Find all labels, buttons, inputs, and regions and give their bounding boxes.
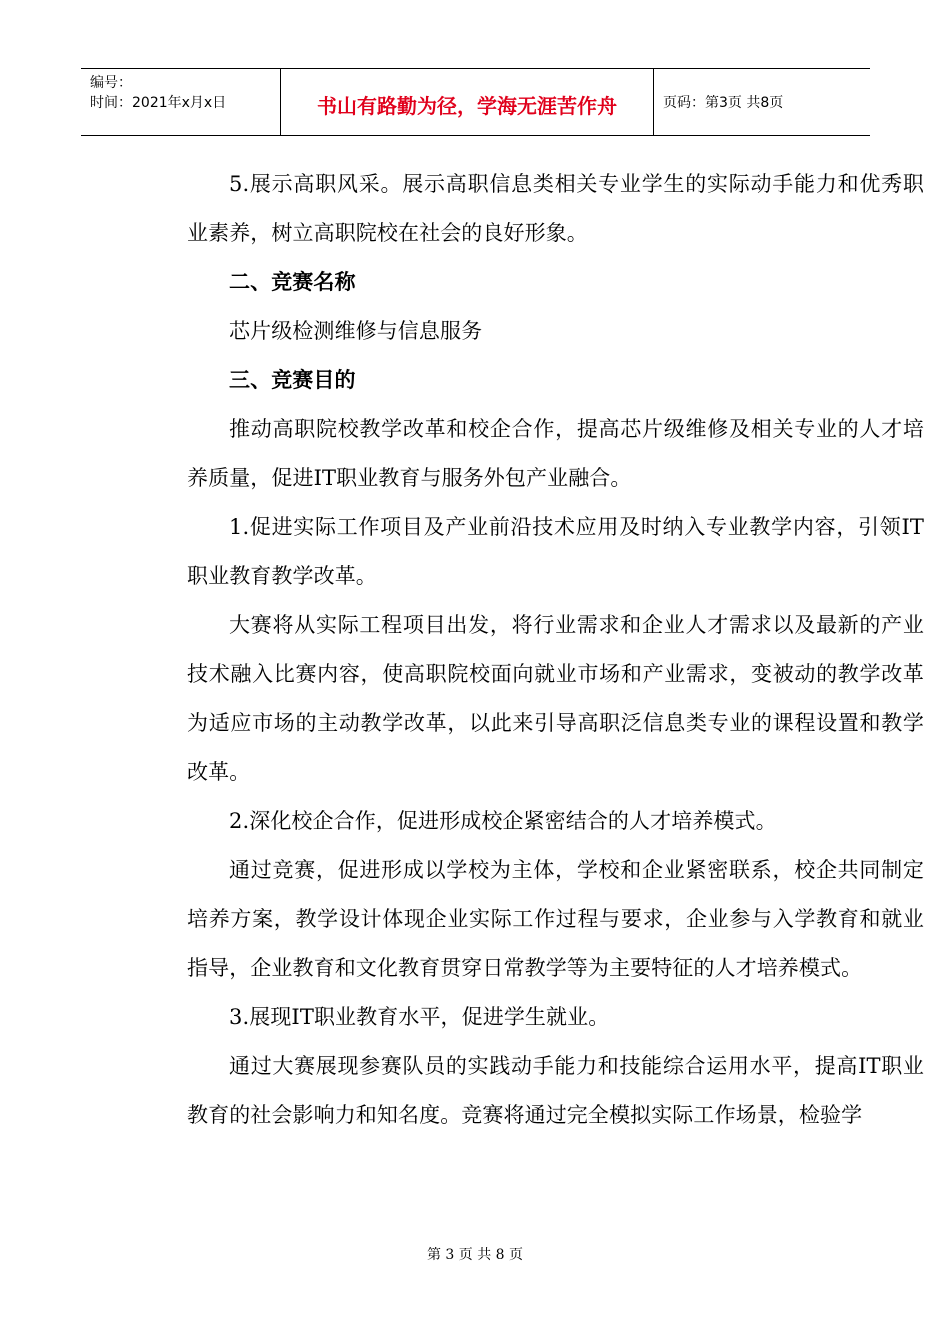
header-page-label: 页码：第3页 共8页 — [663, 95, 784, 111]
header-motto: 书山有路勤为径，学海无涯苦作舟 — [281, 69, 654, 135]
header-meta-cell — [81, 69, 281, 135]
paragraph-purpose-1-detail: 大赛将从实际工程项目出发，将行业需求和企业人才需求以及最新的产业技术融入比赛内容，使高职院校面向就业市场和产业需求，变被动的教学改革为适应市场的主动教学改革，以此来引导高职泛信息类专业的课程设置和教学改革。 — [187, 613, 924, 784]
header-time-label: 时间：2021年x月x日 — [90, 95, 227, 111]
paragraph-purpose-1: 1.促进实际工作项目及产业前沿技术应用及时纳入专业教学内容，引领IT职业教育教学改革。 — [187, 515, 924, 588]
document-body — [187, 160, 924, 1140]
paragraph-point-5: 5.展示高职风采。展示高职信息类相关专业学生的实际动手能力和优秀职业素养，树立高职院校在社会的良好形象。 — [187, 172, 924, 245]
paragraph-purpose-2-detail: 通过竞赛，促进形成以学校为主体，学校和企业紧密联系，校企共同制定培养方案，教学设计体现企业实际工作过程与要求，企业参与入学教育和就业指导，企业教育和文化教育贯穿日常教学等为主要特征的人才培养模式。 — [187, 858, 924, 980]
header-number-label: 编号： — [90, 75, 132, 91]
section-heading-competition-name: 二、竞赛名称 — [229, 270, 356, 294]
section-heading-competition-purpose: 三、竞赛目的 — [229, 368, 356, 392]
page-footer: 第 3 页 共 8 页 — [426, 1247, 524, 1263]
paragraph-purpose-3: 3.展现IT职业教育水平，促进学生就业。 — [229, 1005, 610, 1029]
paragraph-competition-name: 芯片级检测维修与信息服务 — [229, 319, 483, 343]
paragraph-purpose-intro: 推动高职院校教学改革和校企合作，提高芯片级维修及相关专业的人才培养质量，促进IT职业教育与服务外包产业融合。 — [187, 417, 924, 490]
paragraph-purpose-2: 2.深化校企合作，促进形成校企紧密结合的人才培养模式。 — [229, 809, 777, 833]
paragraph-purpose-3-detail: 通过大赛展现参赛队员的实践动手能力和技能综合运用水平，提高IT职业教育的社会影响力和知名度。竞赛将通过完全模拟实际工作场景，检验学 — [187, 1054, 924, 1127]
page-header — [81, 68, 870, 136]
